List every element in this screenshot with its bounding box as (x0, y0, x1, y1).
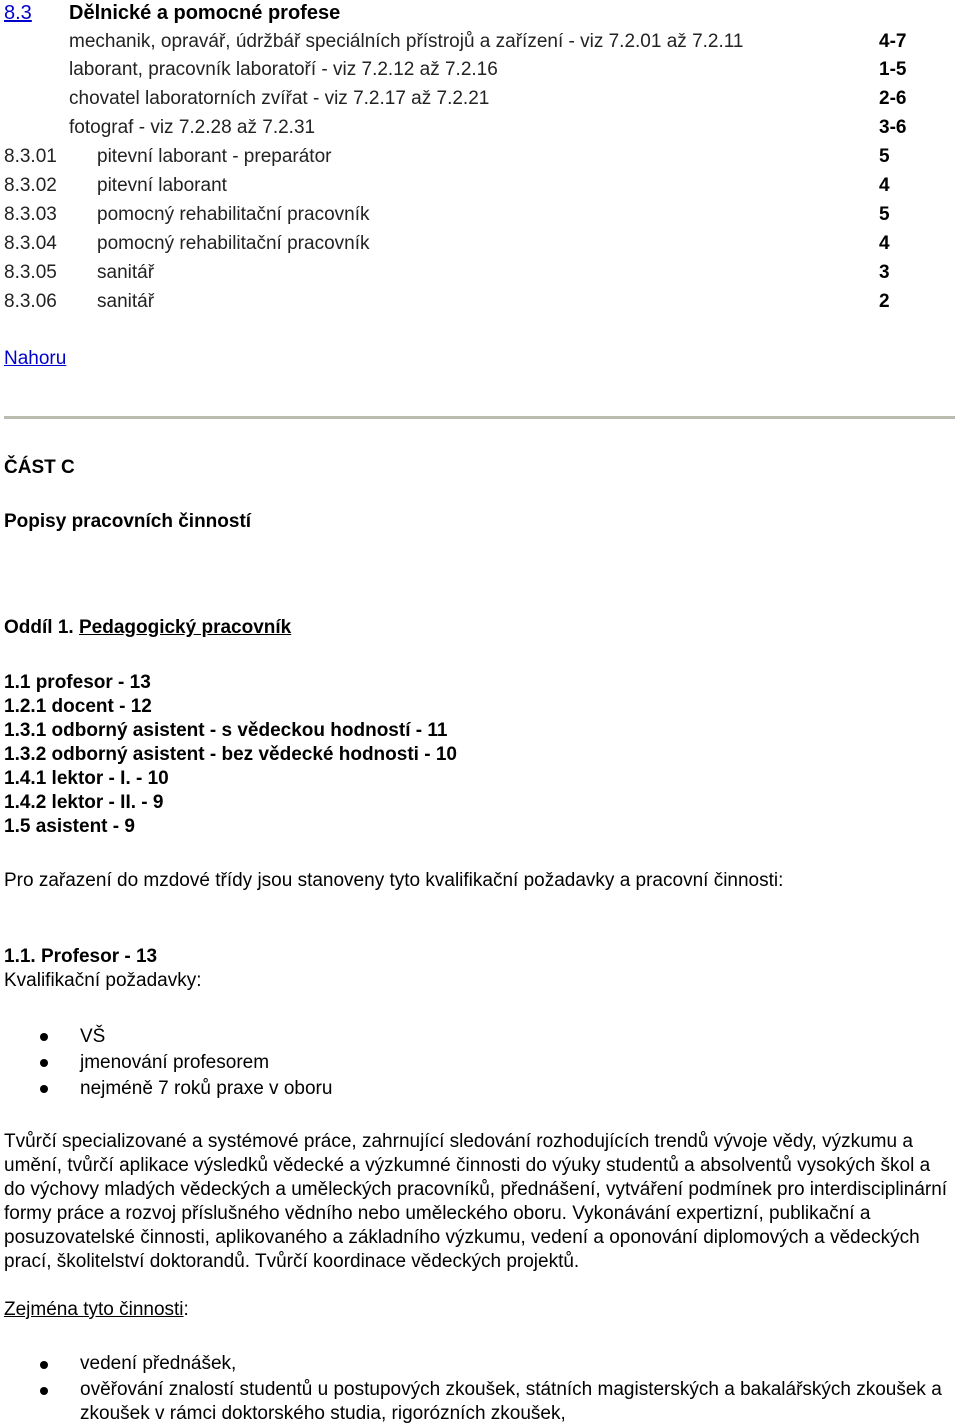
list-item-text: vedení přednášek, (80, 1353, 237, 1374)
intro-text: Pro zařazení do mzdové třídy jsou stanoveny tyto kvalifikační požadavky a pracovní činnosti: (4, 870, 784, 891)
profesor-description: Tvůrčí specializované a systémové práce, zahrnující sledování rozhodujících trendů vývoje vědy, výzkumu a umění, tvůrčí aplikace výsledků vědecké a výzkumné činnosti do výuky studentů a absolventů vysokých škol a do výchovy mladých vědeckých a uměleckých pracovníků, přednášení, vytváření podmínek pro interdisciplinární formy práce a rozvoj příslušného vědního nebo uměleckého oboru. Vykonávání expertizní, publikační a posuzovatelské činnosti, aplikovaného a základního výzkumu, vedení a oponování diplomových a vědeckých prací, školitelství doktorandů. Tvůrčí koordinace vědeckých projektů. (4, 1131, 948, 1272)
row-value: 5 (879, 146, 890, 167)
row-value: 3-6 (879, 117, 907, 138)
qualification-label: Kvalifikační požadavky: (4, 970, 202, 991)
bullet-icon (40, 1361, 48, 1369)
row-value: 2-6 (879, 88, 907, 109)
row-text: fotograf - viz 7.2.28 až 7.2.31 (69, 117, 316, 138)
list-item-text: VŠ (80, 1026, 106, 1047)
activities-colon: : (183, 1299, 189, 1320)
row-text: mechanik, opravář, údržbář speciálních přístrojů a zařízení - viz 7.2.01 až 7.2.11 (69, 31, 744, 52)
bullet-icon (40, 1033, 48, 1041)
division-link[interactable]: Pedagogický pracovník (78, 617, 292, 638)
division-heading (4, 617, 291, 639)
bullet-icon (40, 1085, 48, 1093)
list-item (0, 1024, 332, 1050)
list-item-text: jmenování profesorem (80, 1052, 270, 1073)
table-row (0, 262, 960, 291)
table-row (0, 146, 960, 175)
row-value: 4 (879, 175, 890, 196)
bullet-icon (40, 1059, 48, 1067)
row-code: 8.3.02 (4, 175, 57, 196)
list-item (0, 1378, 960, 1426)
profesor-heading: 1.1. Profesor - 13 (4, 946, 158, 967)
horizontal-divider (4, 416, 955, 419)
row-text: pitevní laborant (97, 175, 227, 196)
position-item: 1.5 asistent - 9 (4, 816, 135, 837)
row-value: 4 (879, 233, 890, 254)
position-item: 1.2.1 docent - 12 (4, 696, 152, 717)
row-code: 8.3.03 (4, 204, 57, 225)
position-item: 1.3.1 odborný asistent - s vědeckou hodností - 11 (4, 720, 448, 741)
table-row (0, 291, 960, 320)
activities-label: Zejména tyto činnosti (4, 1299, 184, 1320)
row-value: 4-7 (879, 31, 907, 52)
row-text: pomocný rehabilitační pracovník (97, 233, 370, 254)
position-item: 1.3.2 odborný asistent - bez vědecké hodnosti - 10 (4, 744, 457, 765)
row-text: sanitář (97, 291, 155, 312)
position-item: 1.4.1 lektor - I. - 10 (4, 768, 169, 789)
part-subtitle: Popisy pracovních činností (4, 511, 252, 532)
list-item (0, 1076, 332, 1102)
row-value: 1-5 (879, 59, 907, 80)
activities-label-wrap (4, 1299, 189, 1321)
list-item (0, 1050, 332, 1076)
table-row (0, 31, 960, 60)
section-anchor-link[interactable]: 8.3 (4, 2, 32, 24)
row-code: 8.3.04 (4, 233, 57, 254)
row-text: sanitář (97, 262, 155, 283)
row-text: pitevní laborant - preparátor (97, 146, 332, 167)
table-row (0, 117, 960, 146)
table-row (0, 233, 960, 262)
row-value: 5 (879, 204, 890, 225)
row-value: 2 (879, 291, 890, 312)
requirements-list (0, 1024, 332, 1102)
table-row (0, 204, 960, 233)
row-value: 3 (879, 262, 890, 283)
division-prefix: Oddíl 1. (4, 617, 74, 638)
top-link[interactable]: Nahoru (4, 348, 67, 369)
activities-list (0, 1352, 960, 1428)
table-row (0, 175, 960, 204)
position-item: 1.1 profesor - 13 (4, 672, 151, 693)
bullet-icon (40, 1387, 48, 1395)
row-text: chovatel laboratorních zvířat - viz 7.2.17 až 7.2.21 (69, 88, 490, 109)
list-item-text: nejméně 7 roků praxe v oboru (80, 1078, 333, 1099)
list-item (0, 1352, 960, 1376)
position-item: 1.4.2 lektor - II. - 9 (4, 792, 164, 813)
row-text: pomocný rehabilitační pracovník (97, 204, 370, 225)
row-code: 8.3.01 (4, 146, 57, 167)
row-code: 8.3.06 (4, 291, 57, 312)
table-row (0, 88, 960, 117)
position-list (4, 671, 457, 839)
table-row (0, 59, 960, 88)
part-title: ČÁST C (4, 457, 75, 478)
row-code: 8.3.05 (4, 262, 57, 283)
section-title: Dělnické a pomocné profese (69, 2, 341, 24)
list-item-text: ověřování znalostí studentů u postupových zkoušek, státních magisterských a bakalářských zkoušek a zkoušek v rámci doktorského studia, rigorózních zkoušek, (80, 1379, 942, 1424)
row-text: laborant, pracovník laboratoří - viz 7.2.12 až 7.2.16 (69, 59, 498, 80)
